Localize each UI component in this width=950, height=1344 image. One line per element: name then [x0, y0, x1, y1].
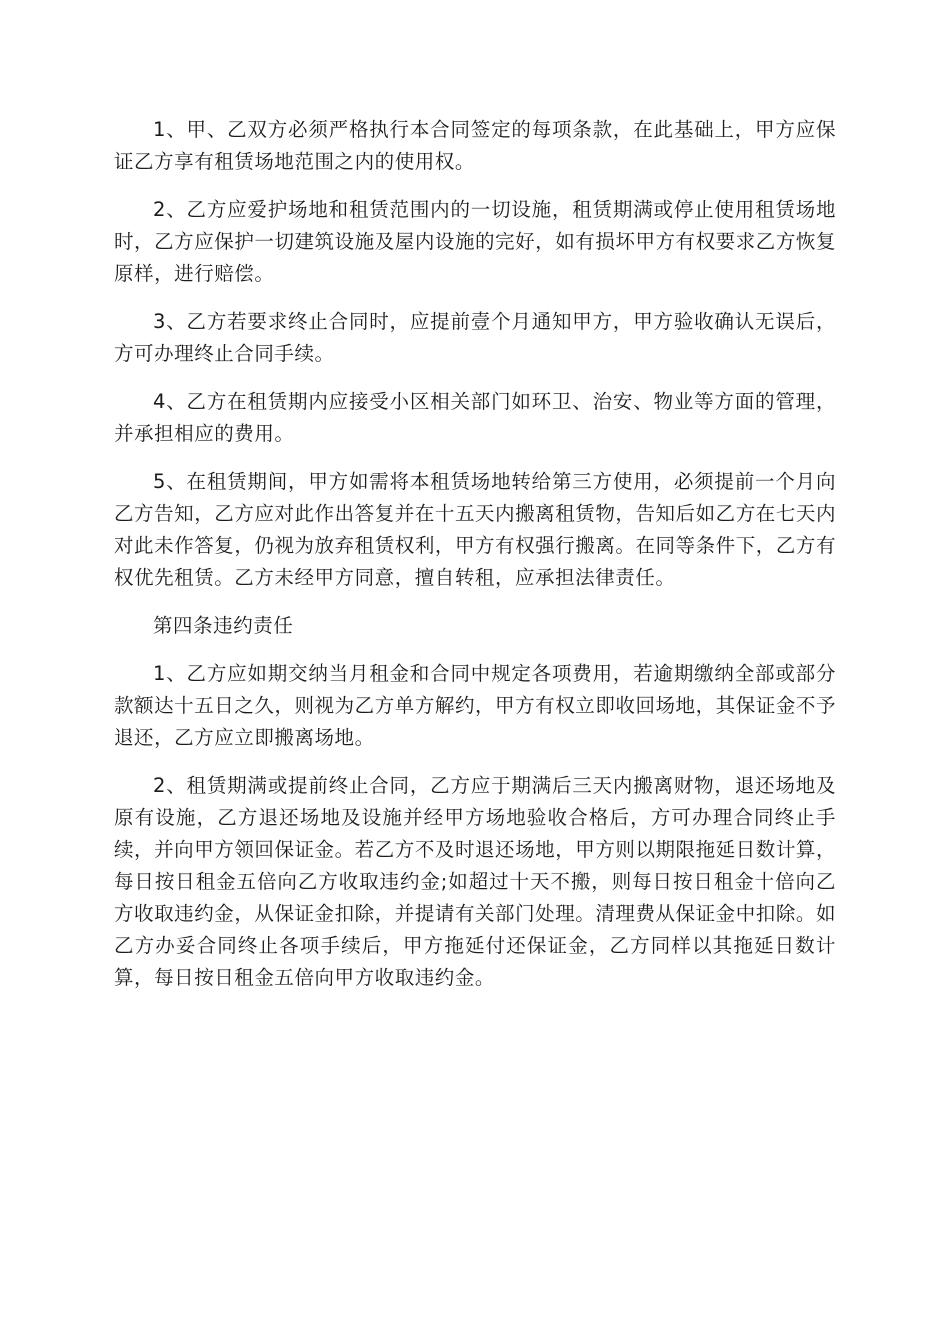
clause-4-1: 1、乙方应如期交纳当月租金和合同中规定各项费用，若逾期缴纳全部或部分款额达十五日之久，则视为乙方单方解约，甲方有权立即收回场地，其保证金不予退还，乙方应立即搬离场地。: [114, 662, 836, 749]
clause-3-3: 3、乙方若要求终止合同时，应提前壹个月通知甲方，甲方验收确认无误后，方可办理终止合同手续。: [114, 310, 836, 365]
section-4-heading: 第四条违约责任: [153, 614, 294, 637]
clause-4-2: 2、租赁期满或提前终止合同，乙方应于期满后三天内搬离财物，退还场地及原有设施，乙方退还场地及设施并经甲方场地验收合格后，方可办理合同终止手续，并向甲方领回保证金。若乙方不及时退还场地，甲方则以期限拖延日数计算，每日按日租金五倍向乙方收取违约金;如超过十天不搬，则每日按日租金十倍向乙方收取违约金，从保证金扣除，并提请有关部门处理。清理费从保证金中扣除。如乙方办妥合同终止各项手续后，甲方拖延付还保证金，乙方同样以其拖延日数计算，每日按日租金五倍向甲方收取违约金。: [114, 774, 836, 989]
clause-3-5: 5、在租赁期间，甲方如需将本租赁场地转给第三方使用，必须提前一个月向乙方告知，乙方应对此作出答复并在十五天内搬离租赁物，告知后如乙方在七天内对此未作答复，仍视为放弃租赁权利，甲方有权强行搬离。在同等条件下，乙方有权优先租赁。乙方未经甲方同意，擅自转租，应承担法律责任。: [114, 470, 836, 589]
document-body: [114, 114, 836, 1010]
clause-3-2: 2、乙方应爱护场地和租赁范围内的一切设施，租赁期满或停止使用租赁场地时，乙方应保护一切建筑设施及屋内设施的完好，如有损坏甲方有权要求乙方恢复原样，进行赔偿。: [114, 198, 836, 285]
clause-3-4: 4、乙方在租赁期内应接受小区相关部门如环卫、治安、物业等方面的管理，并承担相应的费用。: [114, 390, 836, 445]
clause-3-1: 1、甲、乙双方必须严格执行本合同签定的每项条款，在此基础上，甲方应保证乙方享有租赁场地范围之内的使用权。: [114, 118, 836, 173]
